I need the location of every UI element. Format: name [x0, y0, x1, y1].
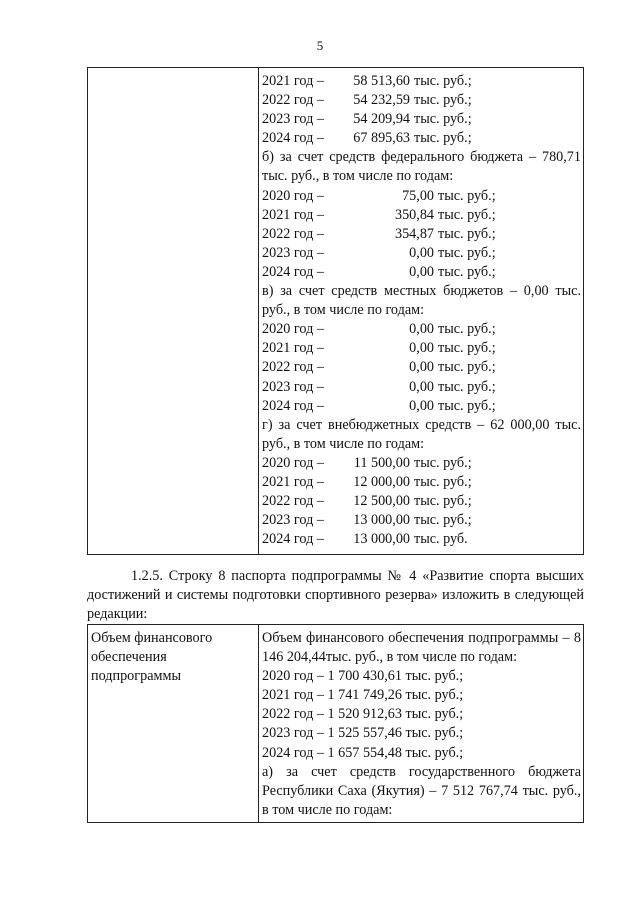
amount-value: 54 209,94: [353, 111, 410, 128]
year-label: 2022 год –: [262, 359, 324, 376]
year-line: 2021 год – 1 741 749,26 тыс. руб.;: [262, 687, 464, 704]
year-label: 2021 год –: [262, 473, 324, 490]
year-label: 2024 год –: [262, 263, 324, 280]
year-line: [262, 454, 581, 473]
unit-label: тыс. руб.;: [414, 92, 472, 109]
year-label: 2022 год –: [262, 92, 324, 109]
amount-value: 11 500,00: [353, 454, 410, 471]
amount-value: 0,00: [409, 340, 434, 357]
table1-right-cell: [259, 68, 584, 555]
year-line: [262, 320, 581, 339]
year-label: 2023 год –: [262, 512, 324, 529]
year-line: 2024 год – 1 657 554,48 тыс. руб.;: [262, 744, 464, 761]
funding-label: [88, 625, 258, 688]
unit-label: тыс. руб.;: [414, 473, 472, 490]
year-label: 2024 год –: [262, 397, 324, 414]
year-line: [262, 72, 581, 91]
amount-value: 0,00: [409, 244, 434, 261]
section-a-text: а) за счет средств государственного бюджета Республики Саха (Якутия) – 7 512 767,74 тыс. руб., в том числе по годам:: [262, 763, 581, 818]
unit-label: тыс. руб.;: [438, 187, 496, 204]
funding-table-continued: [87, 67, 584, 555]
year-label: 2024 год –: [262, 130, 324, 147]
unit-label: тыс. руб.;: [438, 340, 496, 357]
unit-label: тыс. руб.;: [438, 244, 496, 261]
year-line: [262, 187, 581, 206]
funding-label-line: подпрограммы: [91, 668, 181, 685]
year-line: [262, 339, 581, 358]
year-line: [262, 91, 581, 110]
section-v-heading: в) за счет средств местных бюджетов – 0,00 тыс. руб., в том числе по годам:: [262, 283, 581, 319]
section-v-lines: [262, 320, 581, 415]
amount-value: 0,00: [409, 263, 434, 280]
year-line: 2023 год – 1 525 557,46 тыс. руб.;: [262, 725, 464, 742]
unit-label: тыс. руб.;: [414, 73, 472, 89]
year-label: 2024 год –: [262, 531, 324, 548]
year-label: 2020 год –: [262, 321, 324, 338]
amount-value: 12 500,00: [353, 493, 410, 510]
year-line: [262, 511, 581, 530]
year-label: 2023 год –: [262, 111, 324, 128]
unit-label: тыс. руб.;: [438, 321, 496, 338]
table2-left-cell: [88, 625, 259, 823]
section-g-heading: г) за счет внебюджетных средств – 62 000,00 тыс. руб., в том числе по годам:: [262, 416, 581, 452]
amount-value: 54 232,59: [353, 92, 410, 109]
year-label: 2021 год –: [262, 73, 324, 89]
amount-value: 75,00: [402, 187, 434, 204]
year-label: 2021 год –: [262, 206, 324, 223]
unit-label: тыс. руб.;: [438, 378, 496, 395]
year-line: [262, 225, 581, 244]
year-line: [262, 378, 581, 397]
year-label: 2022 год –: [262, 493, 324, 510]
funding-year-lines: [262, 667, 581, 762]
unit-label: тыс. руб.;: [414, 493, 472, 510]
unit-label: тыс. руб.: [414, 531, 468, 548]
amount-value: 12 000,00: [353, 473, 410, 490]
amount-value: 67 895,63: [353, 130, 410, 147]
unit-label: тыс. руб.;: [414, 512, 472, 529]
top-year-lines: [262, 72, 581, 148]
year-line: [262, 110, 581, 129]
amount-value: 350,84: [394, 206, 434, 223]
amount-value: 0,00: [409, 321, 434, 338]
year-label: 2022 год –: [262, 225, 324, 242]
unit-label: тыс. руб.;: [414, 130, 472, 147]
table1-left-cell: [88, 68, 259, 555]
year-line: [262, 397, 581, 416]
year-line: [262, 492, 581, 511]
amount-value: 0,00: [409, 397, 434, 414]
section-b-heading: б) за счет средств федерального бюджета – 780,71 тыс. руб., в том числе по годам:: [262, 149, 581, 185]
unit-label: тыс. руб.;: [438, 397, 496, 414]
subprogram4-funding-table: [87, 624, 584, 823]
page-number: 5: [316, 38, 324, 53]
unit-label: тыс. руб.;: [438, 206, 496, 223]
year-line: [262, 358, 581, 377]
funding-intro: Объем финансового обеспечения подпрограммы – 8 146 204,44тыс. руб., в том числе по годам:: [262, 630, 581, 666]
funding-label-line: Объем финансового: [91, 630, 213, 646]
unit-label: тыс. руб.;: [438, 263, 496, 280]
amount-value: 354,87: [394, 225, 434, 242]
year-label: 2023 год –: [262, 378, 324, 395]
year-line: [262, 530, 581, 549]
amount-value: 13 000,00: [353, 512, 410, 529]
year-line: 2022 год – 1 520 912,63 тыс. руб.;: [262, 706, 464, 723]
year-label: 2021 год –: [262, 340, 324, 357]
unit-label: тыс. руб.;: [414, 111, 472, 128]
year-label: 2023 год –: [262, 244, 324, 261]
amount-value: 58 513,60: [353, 73, 410, 89]
amendment-paragraph: [87, 567, 584, 624]
year-label: 2020 год –: [262, 187, 324, 204]
unit-label: тыс. руб.;: [438, 359, 496, 376]
year-line: [262, 206, 581, 225]
section-g-lines: [262, 454, 581, 549]
year-line: 2020 год – 1 700 430,61 тыс. руб.;: [262, 668, 464, 685]
amount-value: 13 000,00: [353, 531, 410, 548]
table2-right-cell: [259, 625, 584, 823]
year-line: [262, 263, 581, 282]
year-line: [262, 244, 581, 263]
amendment-text: 1.2.5. Строку 8 паспорта подпрограммы № 4 «Развитие спорта высших достижений и системы подготовки спортивного резерва» изложить в следующей редакции:: [87, 568, 584, 622]
section-b-lines: [262, 187, 581, 282]
unit-label: тыс. руб.;: [438, 225, 496, 242]
amount-value: 0,00: [409, 378, 434, 395]
funding-label-line: обеспечения: [91, 649, 167, 666]
year-label: 2020 год –: [262, 454, 324, 471]
unit-label: тыс. руб.;: [414, 454, 472, 471]
year-line: [262, 473, 581, 492]
year-line: [262, 129, 581, 148]
amount-value: 0,00: [409, 359, 434, 376]
